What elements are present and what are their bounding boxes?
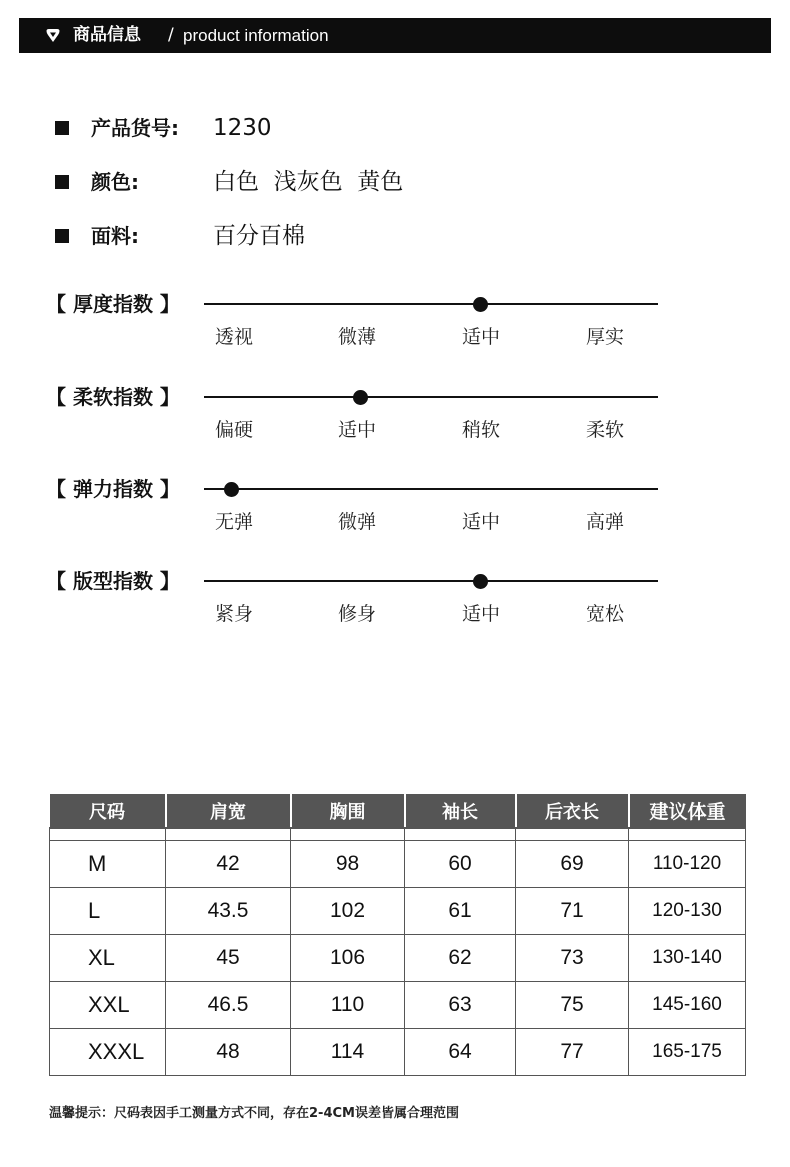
table-cell: 61 (405, 887, 516, 934)
table-cell: 110-120 (629, 840, 746, 887)
table-cell: 75 (516, 981, 629, 1028)
table-cell: 106 (291, 934, 405, 981)
table-cell: 145-160 (629, 981, 746, 1028)
table-cell: 45 (166, 934, 291, 981)
header-separator: / (168, 25, 174, 45)
index-option: 微薄 (337, 326, 376, 348)
table-cell: L (50, 887, 166, 934)
column-header: 后衣长 (516, 794, 629, 828)
table-cell: 165-175 (629, 1028, 746, 1075)
table-cell: 64 (405, 1028, 516, 1075)
index-option: 修身 (337, 603, 376, 625)
info-label: 颜色: (91, 170, 139, 194)
table-cell: 130-140 (629, 934, 746, 981)
square-bullet-icon (55, 121, 69, 135)
index-option: 适中 (461, 511, 500, 533)
index-option: 适中 (461, 603, 500, 625)
info-label: 面料: (91, 224, 139, 248)
table-cell: 63 (405, 981, 516, 1028)
table-cell: 120-130 (629, 887, 746, 934)
table-header-row (50, 794, 746, 828)
table-row (50, 1028, 746, 1075)
info-value: 1230 (213, 115, 272, 141)
index-title: 【 版型指数 】 (46, 569, 180, 593)
heart-down-triangle-icon (45, 28, 61, 44)
table-cell: 110 (291, 981, 405, 1028)
size-footnote: 温馨提示：尺码表因手工测量方式不同，存在2-4CM误差皆属合理范围 (49, 1106, 459, 1121)
column-header: 肩宽 (166, 794, 291, 828)
index-option: 宽松 (585, 603, 624, 625)
index-track (204, 488, 658, 490)
table-cell: 98 (291, 840, 405, 887)
info-value: 百分百棉 (213, 223, 305, 249)
section-header-bar (19, 18, 771, 53)
table-cell: XXXL (50, 1028, 166, 1075)
index-option: 适中 (337, 419, 376, 441)
index-level-dot (473, 574, 488, 589)
table-cell: XXL (50, 981, 166, 1028)
table-cell: 60 (405, 840, 516, 887)
index-option: 透视 (214, 326, 253, 348)
table-cell: 114 (291, 1028, 405, 1075)
table-row (50, 934, 746, 981)
table-spacer-row (50, 828, 746, 840)
table-cell: 102 (291, 887, 405, 934)
table-cell: 46.5 (166, 981, 291, 1028)
info-value: 白色 浅灰色 黄色 (213, 169, 404, 195)
table-cell: 71 (516, 887, 629, 934)
index-track (204, 396, 658, 398)
softness-index (0, 384, 790, 454)
thickness-index (0, 291, 790, 361)
index-option: 偏硬 (214, 419, 253, 441)
index-title: 【 柔软指数 】 (46, 385, 180, 409)
square-bullet-icon (55, 229, 69, 243)
table-cell: 42 (166, 840, 291, 887)
column-header: 尺码 (50, 794, 166, 828)
index-option: 稍软 (461, 419, 500, 441)
column-header: 袖长 (405, 794, 516, 828)
index-track (204, 303, 658, 305)
table-cell: M (50, 840, 166, 887)
column-header: 胸围 (291, 794, 405, 828)
index-level-dot (224, 482, 239, 497)
index-level-dot (353, 390, 368, 405)
elasticity-index (0, 476, 790, 546)
header-subtitle: product information (183, 26, 329, 45)
table-row (50, 840, 746, 887)
table-cell: 48 (166, 1028, 291, 1075)
index-track (204, 580, 658, 582)
index-option: 紧身 (214, 603, 253, 625)
table-row (50, 887, 746, 934)
size-table (49, 794, 746, 1076)
index-title: 【 弹力指数 】 (46, 477, 180, 501)
table-row (50, 981, 746, 1028)
index-option: 高弹 (585, 511, 624, 533)
index-level-dot (473, 297, 488, 312)
header-title: 商品信息 (73, 25, 141, 45)
table-cell: 73 (516, 934, 629, 981)
index-option: 无弹 (214, 511, 253, 533)
column-header: 建议体重 (629, 794, 746, 828)
square-bullet-icon (55, 175, 69, 189)
fit-index (0, 568, 790, 638)
table-cell: 43.5 (166, 887, 291, 934)
index-option: 厚实 (585, 326, 624, 348)
index-option: 柔软 (585, 419, 624, 441)
info-label: 产品货号: (91, 116, 179, 140)
table-cell: 62 (405, 934, 516, 981)
table-cell: 69 (516, 840, 629, 887)
index-title: 【 厚度指数 】 (46, 292, 180, 316)
index-option: 微弹 (337, 511, 376, 533)
index-option: 适中 (461, 326, 500, 348)
table-cell: 77 (516, 1028, 629, 1075)
table-cell: XL (50, 934, 166, 981)
